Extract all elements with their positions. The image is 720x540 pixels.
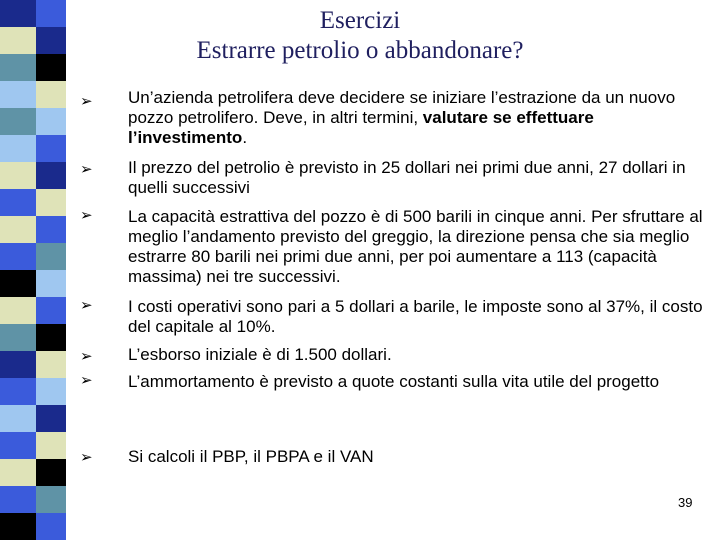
stripe-block: [36, 81, 66, 108]
stripe-block: [0, 216, 36, 243]
stripe-block: [36, 297, 66, 324]
bullet-text-5: L’esborso iniziale è di 1.500 dollari.: [128, 345, 392, 364]
stripe-block: [36, 162, 66, 189]
stripe-block: [0, 108, 36, 135]
title-line-1: Esercizi: [319, 7, 401, 34]
stripe-block: [36, 54, 66, 81]
stripe-block: [0, 324, 36, 351]
stripe-block: [36, 270, 66, 297]
stripe-block: [36, 459, 66, 486]
stripe-block: [0, 432, 36, 459]
stripe-block: [36, 432, 66, 459]
stripe-block: [0, 162, 36, 189]
stripe-block: [36, 135, 66, 162]
stripe-block: [36, 405, 66, 432]
stripe-block: [0, 270, 36, 297]
stripe-block: [36, 189, 66, 216]
bullet-text-7: Si calcoli il PBP, il PBPA e il VAN: [128, 447, 374, 466]
stripe-block: [0, 459, 36, 486]
stripe-block: [36, 108, 66, 135]
bullet-arrow-icon: ➢: [80, 296, 93, 314]
stripe-block: [36, 486, 66, 513]
stripe-block: [36, 351, 66, 378]
bullet-arrow-icon: ➢: [80, 160, 93, 178]
stripe-block: [36, 513, 66, 540]
decorative-stripe: [0, 0, 76, 540]
slide-title: [100, 6, 620, 66]
stripe-block: [36, 0, 66, 27]
stripe-block: [0, 189, 36, 216]
stripe-block: [36, 27, 66, 54]
bullet-arrow-icon: ➢: [80, 448, 93, 466]
stripe-block: [0, 405, 36, 432]
title-line-2: Estrarre petrolio o abbandonare?: [196, 37, 524, 64]
stripe-block: [0, 351, 36, 378]
stripe-block: [36, 243, 66, 270]
stripe-block: [0, 54, 36, 81]
bullet-arrow-icon: ➢: [80, 206, 93, 224]
stripe-block: [0, 486, 36, 513]
page-number: 39: [678, 495, 693, 510]
stripe-block: [0, 135, 36, 162]
stripe-block: [0, 243, 36, 270]
stripe-block: [0, 27, 36, 54]
stripe-block: [0, 0, 36, 27]
bullet-arrow-icon: ➢: [80, 92, 93, 110]
bullet-text-1: Un’azienda petrolifera deve decidere se iniziare l’estrazione da un nuovo pozzo petrolifero. Deve, in altri termini, valutare se effettuare l’investimento.: [128, 88, 676, 147]
stripe-block: [0, 297, 36, 324]
bullet-text-6: L’ammortamento è previsto a quote costanti sulla vita utile del progetto: [128, 372, 660, 391]
stripe-block: [36, 324, 66, 351]
bullet-arrow-icon: ➢: [80, 371, 93, 389]
bullet-text-3: La capacità estrattiva del pozzo è di 500 barili in cinque anni. Per sfruttare al meglio l’andamento previsto del greggio, la direzione pensa che sia meglio estrarre 80 barili nei primi due anni, per poi aumentare a 113 (capacità massima) nei tre successivi.: [128, 207, 703, 286]
stripe-block: [36, 216, 66, 243]
stripe-block: [36, 378, 66, 405]
bullet-text-2: Il prezzo del petrolio è previsto in 25 dollari nei primi due anni, 27 dollari in quelli successivi: [128, 158, 686, 197]
stripe-block: [0, 378, 36, 405]
stripe-block: [0, 513, 36, 540]
stripe-block: [0, 81, 36, 108]
bullet-text-4: I costi operativi sono pari a 5 dollari a barile, le imposte sono al 37%, il costo del capitale al 10%.: [128, 297, 703, 336]
bullet-arrow-icon: ➢: [80, 347, 93, 365]
